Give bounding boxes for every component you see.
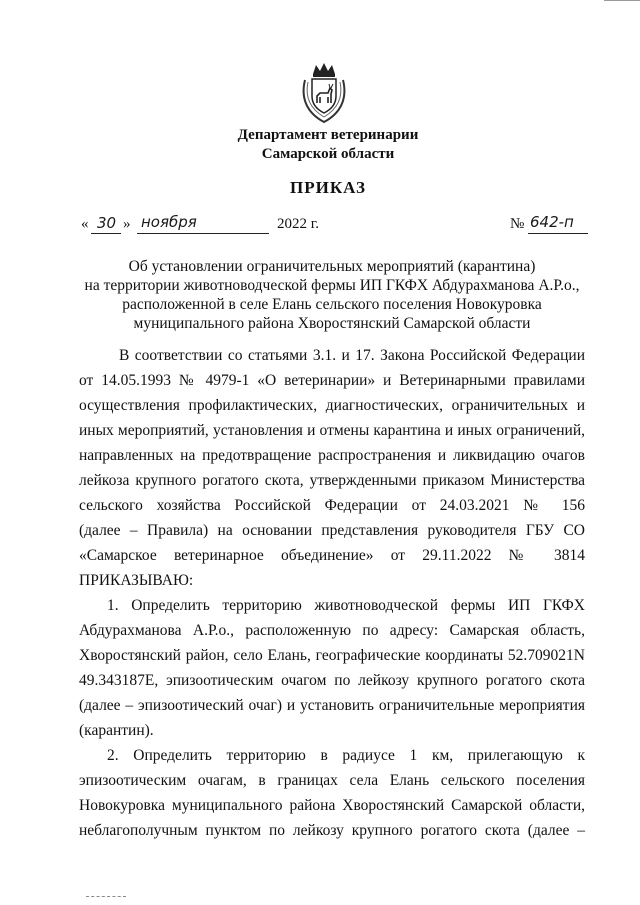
order-item-2 (79, 743, 585, 843)
item2-line: эпизоотическим очагам, в границах села Елань сельского поселения (79, 772, 585, 789)
preamble-line: лейкоза крупного рогатого скота, утвержденными приказом Министерства (79, 472, 585, 489)
order-number-handwritten: 642-п (530, 213, 574, 231)
month-underline (137, 233, 269, 234)
subject-line: Об установлении ограничительных мероприятий (карантина) (128, 258, 536, 275)
preamble-line: направленных на предотвращение распространения и ликвидацию очагов (79, 447, 585, 464)
order-item-1 (79, 593, 585, 743)
preamble-line: иных мероприятий, установления и отмены карантина и иных ограничений, (79, 422, 585, 439)
item1-line: (карантин). (79, 722, 154, 739)
item2-line: неблагополучным пунктом по лейкозу крупного рогатого скота (далее – (79, 822, 585, 839)
date-open-quote: « (81, 216, 89, 232)
scan-artifact-mark (86, 896, 126, 897)
order-word: ПРИКАЗЫВАЮ: (79, 572, 194, 589)
preamble-line: сельского хозяйства Российской Федерации от 24.03.2021 № 156 (79, 497, 585, 514)
preamble-line: «Самарское ветеринарное объединение» от 29.11.2022 № 3814 (79, 547, 585, 564)
subject-line: на территории животноводческой фермы ИП ГКФХ Абдурахманова А.Р.о., (84, 277, 580, 294)
preamble-line: осуществления профилактических, диагностических, ограничительных и (79, 397, 585, 414)
subject-line: расположенной в селе Елань сельского поселения Новокуровка (122, 296, 542, 313)
date-day-handwritten: 30 (97, 214, 117, 232)
item2-line: Новокуровка муниципального района Хворостянский Самарской области, (79, 797, 585, 814)
document-type-title: ПРИКАЗ (290, 178, 366, 197)
order-date (81, 213, 341, 238)
order-number (510, 213, 590, 238)
department-name-line1: Департамент ветеринарии (237, 127, 419, 143)
item1-line: Абдурахманова А.Р.о., расположенную по адресу: Самарская область, (79, 622, 585, 639)
preamble-line: В соответствии со статьями 3.1. и 17. Закона Российской Федерации (119, 347, 585, 364)
date-month-handwritten: ноября (141, 213, 197, 231)
order-subject (62, 257, 602, 333)
department-name-line2: Самарской области (261, 146, 395, 162)
date-close-quote: » (123, 216, 131, 232)
item1-line: 1. Определить территорию животноводческой фермы ИП ГКФХ (107, 597, 585, 614)
item1-line: 49.343187E, эпизоотическим очагом по лейкозу крупного рогатого скота (79, 672, 585, 689)
day-underline (91, 233, 121, 234)
item2-line: 2. Определить территорию в радиусе 1 км, прилегающую к (107, 747, 585, 764)
number-sign: № (510, 216, 525, 232)
item1-line: (далее – эпизоотический очаг) и установить ограничительные мероприятия (79, 697, 585, 714)
subject-line: муниципального района Хворостянский Самарской области (133, 315, 531, 332)
date-year: 2022 г. (277, 216, 319, 232)
preamble-line: от 14.05.1993 № 4979-1 «О ветеринарии» и Ветеринарными правилами (79, 372, 585, 389)
number-underline (528, 233, 588, 234)
scan-edge-mark (604, 0, 640, 1)
item1-line: Хворостянский район, село Елань, географические координаты 52.709021N (79, 647, 585, 664)
preamble-line: (далее – Правила) на основании представления руководителя ГБУ СО (79, 522, 585, 539)
samara-coat-of-arms-icon (299, 60, 349, 124)
preamble-paragraph (79, 343, 585, 593)
